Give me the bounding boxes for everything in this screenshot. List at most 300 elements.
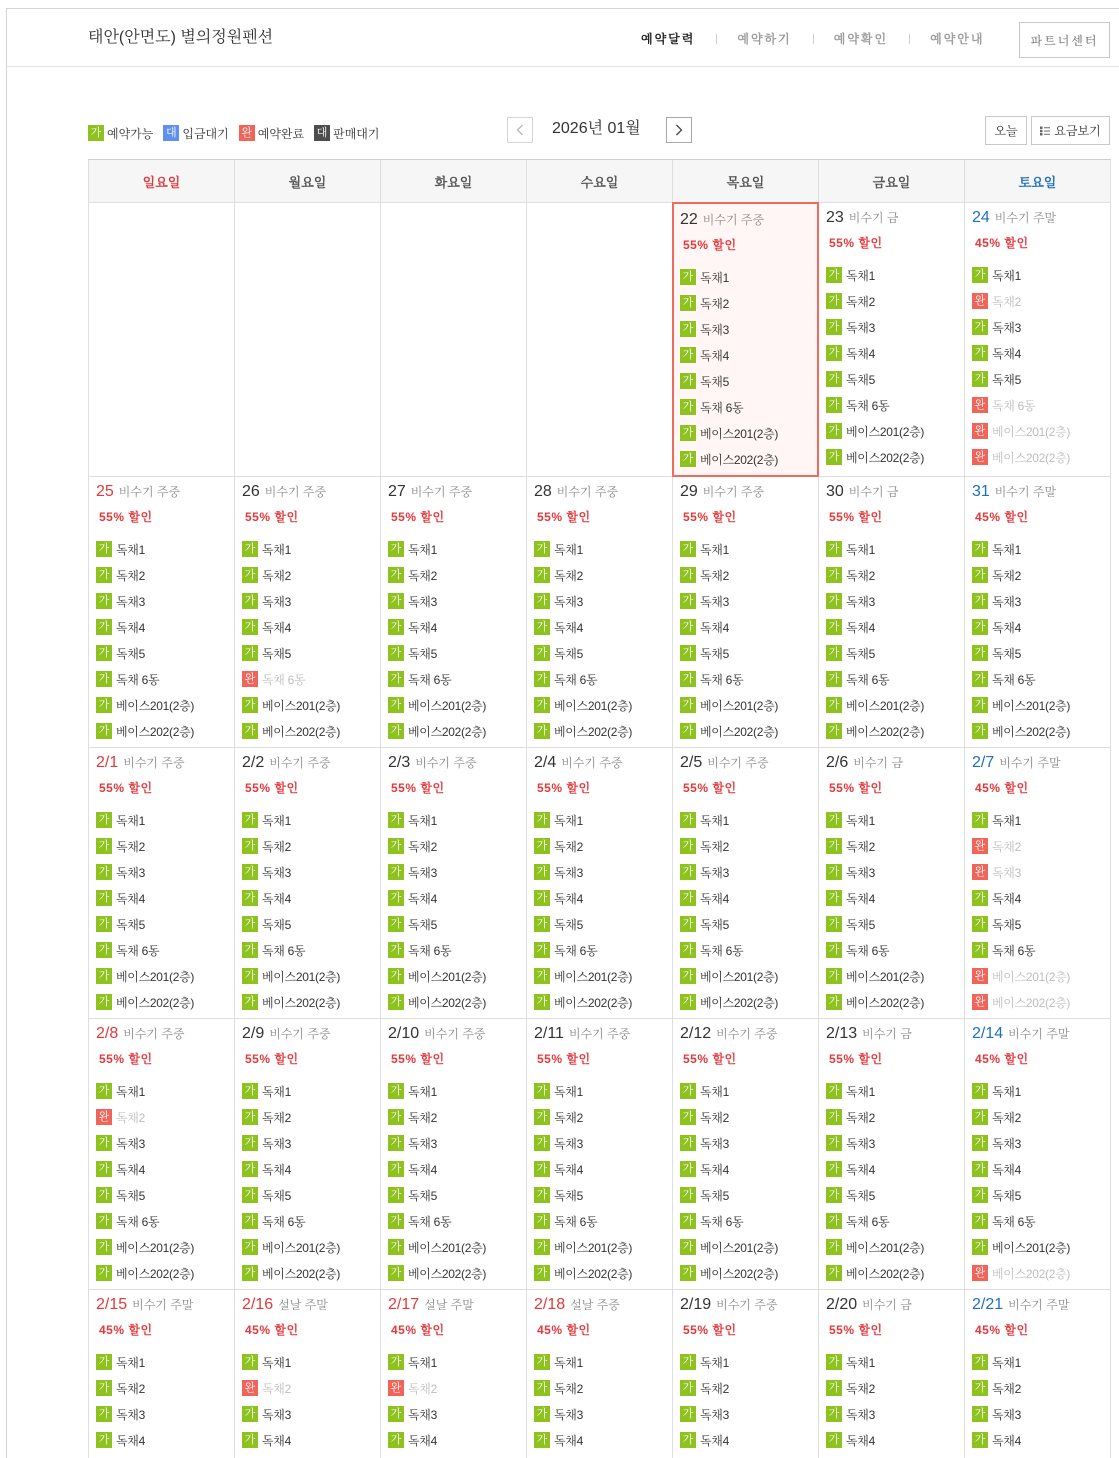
room-item[interactable] [826,340,964,366]
room-item[interactable] [96,963,234,989]
calendar-day-cell [89,1290,235,1458]
room-item[interactable] [826,885,964,911]
room-item[interactable] [242,588,380,614]
room-item[interactable] [826,1156,964,1182]
room-item[interactable] [534,692,672,718]
available-badge: 가 [242,890,258,906]
room-item[interactable] [826,1401,964,1427]
room-item[interactable] [534,718,672,744]
day-season-label: 비수기 주말 [132,1298,194,1312]
room-item[interactable] [972,614,1110,640]
room-item[interactable] [96,1182,234,1208]
prev-month-button[interactable] [507,117,533,143]
room-item[interactable] [96,885,234,911]
room-item[interactable] [680,1401,818,1427]
calendar-day-cell [965,1019,1111,1290]
room-item[interactable] [242,833,380,859]
room-item[interactable] [680,264,818,290]
room-name: 독채5 [992,372,1021,387]
room-name: 베이스202(2층) [116,995,195,1010]
room-item[interactable] [826,807,964,833]
day-header [826,753,964,773]
room-item[interactable] [680,536,818,562]
room-item[interactable] [534,536,672,562]
room-item[interactable] [680,692,818,718]
room-item[interactable] [388,859,526,885]
legend-label: 판매대기 [333,126,380,141]
room-item[interactable] [972,340,1110,366]
room-item[interactable] [680,666,818,692]
available-badge: 가 [388,864,404,880]
room-item[interactable] [96,1427,234,1453]
day-header [972,482,1110,502]
day-season-label: 비수기 주중 [707,756,769,770]
room-item[interactable] [96,666,234,692]
room-item[interactable] [534,1234,672,1260]
room-name: 독채1 [262,813,291,828]
room-item[interactable] [242,562,380,588]
room-item[interactable] [534,807,672,833]
room-name: 독채4 [408,1162,437,1177]
room-item[interactable] [972,1427,1110,1453]
room-item[interactable] [242,989,380,1015]
price-view-button[interactable] [1031,116,1110,145]
room-item[interactable] [242,614,380,640]
room-item[interactable] [680,833,818,859]
day-header [242,753,380,773]
calendar-day-cell [673,203,819,477]
room-item[interactable] [96,1234,234,1260]
room-item[interactable] [242,1349,380,1375]
nav-make-reservation[interactable]: 예약하기 [737,32,792,46]
available-badge: 가 [826,593,842,609]
available-badge: 가 [96,1239,112,1255]
room-item[interactable] [388,911,526,937]
room-item[interactable] [680,1130,818,1156]
weekday-header-monday: 월요일 [235,160,381,203]
day-date: 26 [242,483,260,500]
room-item[interactable] [388,640,526,666]
available-badge: 가 [96,968,112,984]
room-item[interactable] [826,911,964,937]
room-item[interactable] [680,1375,818,1401]
room-item[interactable] [826,1349,964,1375]
room-item[interactable] [680,342,818,368]
available-badge: 가 [972,697,988,713]
room-item[interactable] [826,1078,964,1104]
room-item[interactable] [972,640,1110,666]
calendar-day-cell [673,1019,819,1290]
room-item[interactable] [96,640,234,666]
room-item[interactable] [826,963,964,989]
room-item[interactable] [242,1234,380,1260]
room-item[interactable] [388,1260,526,1286]
day-header [388,753,526,773]
room-item[interactable] [972,1401,1110,1427]
room-item[interactable] [826,833,964,859]
room-item[interactable] [972,588,1110,614]
day-discount: 55% 할인 [683,781,737,795]
room-name: 독채4 [992,620,1021,635]
room-name: 독채1 [992,1084,1021,1099]
room-item[interactable] [388,885,526,911]
room-item[interactable] [972,1375,1110,1401]
room-item[interactable] [826,1427,964,1453]
available-badge: 가 [680,994,696,1010]
partner-center-button[interactable]: 파트너센터 [1019,22,1110,58]
room-item[interactable] [680,316,818,342]
available-badge: 가 [242,864,258,880]
room-item[interactable] [972,937,1110,963]
room-item[interactable] [826,859,964,885]
room-item[interactable] [534,1182,672,1208]
available-badge: 가 [826,619,842,635]
room-item[interactable] [388,1349,526,1375]
today-button[interactable]: 오늘 [985,116,1027,145]
room-item[interactable] [534,911,672,937]
room-item[interactable] [680,963,818,989]
room-item[interactable] [242,885,380,911]
room-item[interactable] [242,718,380,744]
available-badge: 가 [826,723,842,739]
day-discount: 55% 할인 [683,238,737,252]
room-item[interactable] [680,718,818,744]
available-badge: 가 [242,812,258,828]
room-item[interactable] [680,1104,818,1130]
room-item[interactable] [242,1427,380,1453]
room-item[interactable] [534,1401,672,1427]
room-item[interactable] [826,1375,964,1401]
nav-check-reservation[interactable]: 예약확인 [833,32,889,46]
room-item[interactable] [826,937,964,963]
room-item[interactable] [534,1104,672,1130]
room-item[interactable] [534,588,672,614]
room-name: 독채2 [846,1381,875,1396]
available-badge: 가 [534,968,550,984]
room-item[interactable] [826,1234,964,1260]
room-item[interactable] [534,1156,672,1182]
room-item[interactable] [826,262,964,288]
room-item[interactable] [388,692,526,718]
room-item[interactable] [96,1130,234,1156]
room-item[interactable] [972,666,1110,692]
room-name: 독채 6동 [700,1214,744,1229]
header-divider [6,66,1119,67]
room-item[interactable] [388,989,526,1015]
room-item[interactable] [388,536,526,562]
room-item[interactable] [242,911,380,937]
room-item[interactable] [388,1427,526,1453]
room-name: 독채4 [700,1433,729,1448]
room-name: 독채1 [554,542,583,557]
room-item[interactable] [680,885,818,911]
room-item[interactable] [96,1208,234,1234]
room-item[interactable] [826,288,964,314]
room-item[interactable] [826,562,964,588]
room-name: 베이스202(2층) [554,724,633,739]
room-item[interactable] [826,692,964,718]
room-item[interactable] [534,859,672,885]
room-item[interactable] [534,562,672,588]
room-item[interactable] [96,1260,234,1286]
day-discount: 45% 할인 [391,1323,445,1337]
room-item[interactable] [680,640,818,666]
room-item[interactable] [388,833,526,859]
room-item[interactable] [826,989,964,1015]
room-item[interactable] [972,718,1110,744]
room-item[interactable] [680,859,818,885]
available-badge: 가 [242,968,258,984]
room-item[interactable] [680,290,818,316]
calendar-empty-cell [89,203,235,477]
available-badge: 가 [680,321,696,337]
room-item[interactable] [388,963,526,989]
room-item[interactable] [972,1182,1110,1208]
room-name: 독채3 [554,1136,583,1151]
room-item[interactable] [96,1401,234,1427]
room-item[interactable] [534,614,672,640]
room-item[interactable] [388,562,526,588]
day-header [388,482,526,502]
day-header [534,482,672,502]
room-item[interactable] [826,314,964,340]
calendar-day-cell [381,1290,527,1458]
room-item[interactable] [388,718,526,744]
room-item[interactable] [680,989,818,1015]
room-item[interactable] [242,1401,380,1427]
day-date: 2/12 [680,1025,712,1042]
room-list [680,807,818,1015]
room-item[interactable] [826,1260,964,1286]
room-item[interactable] [534,1349,672,1375]
day-header [826,1295,964,1315]
room-item[interactable] [826,392,964,418]
room-item[interactable] [680,1260,818,1286]
room-item[interactable] [534,937,672,963]
room-item[interactable] [826,1130,964,1156]
room-item[interactable] [388,937,526,963]
room-item[interactable] [534,1078,672,1104]
room-item[interactable] [680,1182,818,1208]
room-name: 독채1 [846,1084,875,1099]
nav-reservation-calendar[interactable]: 예약달력 [641,32,696,46]
available-badge: 가 [242,541,258,557]
room-item[interactable] [96,1078,234,1104]
room-item[interactable] [972,1208,1110,1234]
room-item[interactable] [972,692,1110,718]
room-item[interactable] [826,536,964,562]
room-item[interactable] [534,963,672,989]
room-item[interactable] [826,640,964,666]
available-badge: 가 [826,1135,842,1151]
room-item[interactable] [96,1156,234,1182]
day-season-label: 비수기 주중 [123,1027,185,1041]
available-badge: 가 [534,1161,550,1177]
room-item[interactable] [96,937,234,963]
room-item[interactable] [96,833,234,859]
room-item[interactable] [680,562,818,588]
room-item[interactable] [242,807,380,833]
room-item[interactable] [96,536,234,562]
room-item[interactable] [96,1375,234,1401]
room-item[interactable] [972,562,1110,588]
room-item[interactable] [242,963,380,989]
room-item[interactable] [242,1260,380,1286]
list-icon [1040,126,1050,136]
calendar-day-cell [819,1019,965,1290]
booked-badge: 완 [972,994,988,1010]
room-item[interactable] [96,989,234,1015]
room-name: 독채 6동 [992,1214,1036,1229]
room-name: 독채3 [116,865,145,880]
room-item[interactable] [826,366,964,392]
room-item[interactable] [242,1078,380,1104]
room-item[interactable] [96,718,234,744]
room-item[interactable] [534,989,672,1015]
day-date: 2/5 [680,754,703,771]
room-item[interactable] [242,1104,380,1130]
room-name: 독채4 [116,1433,145,1448]
room-item[interactable] [680,420,818,446]
room-item[interactable] [680,807,818,833]
available-badge: 가 [388,812,404,828]
room-item[interactable] [972,1349,1110,1375]
calendar-day-cell [381,1019,527,1290]
room-item[interactable] [534,1375,672,1401]
room-item[interactable] [826,614,964,640]
calendar-day-cell [527,477,673,748]
nav-reservation-guide[interactable]: 예약안내 [930,32,985,46]
room-item[interactable] [388,614,526,640]
room-item[interactable] [96,807,234,833]
room-item[interactable] [388,1401,526,1427]
room-name: 베이스201(2층) [262,969,341,984]
available-badge: 가 [680,1239,696,1255]
room-item[interactable] [826,444,964,470]
room-item[interactable] [972,1234,1110,1260]
room-item[interactable] [972,1130,1110,1156]
room-item[interactable] [96,859,234,885]
room-item[interactable] [534,1260,672,1286]
room-item[interactable] [680,614,818,640]
room-item[interactable] [972,536,1110,562]
room-item[interactable] [388,1234,526,1260]
room-item[interactable] [680,911,818,937]
room-item[interactable] [96,692,234,718]
room-item[interactable] [388,1130,526,1156]
room-item[interactable] [242,1182,380,1208]
available-badge: 가 [972,345,988,361]
room-name: 독채2 [262,1381,291,1396]
room-name: 독채1 [554,1084,583,1099]
day-header [680,753,818,773]
room-name: 베이스201(2층) [116,1240,195,1255]
room-item[interactable] [96,1349,234,1375]
legend-item-sale-pending [314,125,379,142]
room-item[interactable] [388,1156,526,1182]
room-item[interactable] [826,1104,964,1130]
calendar-day-cell [89,748,235,1019]
available-badge: 가 [388,916,404,932]
room-item[interactable] [972,1156,1110,1182]
room-item[interactable] [388,588,526,614]
room-item[interactable] [242,1156,380,1182]
room-item[interactable] [972,807,1110,833]
room-item[interactable] [826,418,964,444]
room-name: 독채3 [846,594,875,609]
room-item[interactable] [534,1130,672,1156]
room-item[interactable] [972,885,1110,911]
room-item[interactable] [242,1208,380,1234]
room-item[interactable] [96,562,234,588]
room-item[interactable] [680,1078,818,1104]
room-item[interactable] [826,666,964,692]
room-item[interactable] [826,1182,964,1208]
room-item[interactable] [534,640,672,666]
room-item[interactable] [972,314,1110,340]
room-item[interactable] [388,1078,526,1104]
room-item[interactable] [826,718,964,744]
day-season-label: 비수기 금 [862,1298,912,1312]
next-month-button[interactable] [666,117,692,143]
room-item[interactable] [242,640,380,666]
room-item[interactable] [96,588,234,614]
available-badge: 가 [242,1265,258,1281]
room-item[interactable] [242,859,380,885]
room-item[interactable] [972,1078,1110,1104]
room-item[interactable] [680,1349,818,1375]
room-item[interactable] [972,911,1110,937]
room-item[interactable] [388,807,526,833]
room-item[interactable] [680,368,818,394]
room-item[interactable] [534,1427,672,1453]
room-name: 독채4 [262,891,291,906]
room-item[interactable] [680,937,818,963]
room-name: 베이스202(2층) [700,1266,779,1281]
room-name: 베이스201(2층) [846,969,925,984]
room-item[interactable] [680,394,818,420]
room-item[interactable] [388,1182,526,1208]
room-item[interactable] [242,1130,380,1156]
room-item[interactable] [242,692,380,718]
room-item[interactable] [680,588,818,614]
room-item[interactable] [680,1156,818,1182]
room-item[interactable] [242,937,380,963]
calendar-day-cell [235,1290,381,1458]
room-item[interactable] [826,1208,964,1234]
room-item[interactable] [972,262,1110,288]
room-item[interactable] [388,666,526,692]
room-item[interactable] [96,911,234,937]
room-item[interactable] [972,1104,1110,1130]
room-item[interactable] [388,1104,526,1130]
room-item[interactable] [680,446,818,472]
day-header [242,1024,380,1044]
room-item[interactable] [534,885,672,911]
room-item[interactable] [680,1427,818,1453]
room-item[interactable] [96,614,234,640]
room-item[interactable] [242,536,380,562]
room-item[interactable] [534,1208,672,1234]
room-item[interactable] [534,833,672,859]
room-item[interactable] [972,366,1110,392]
available-badge: 가 [826,890,842,906]
room-item[interactable] [680,1208,818,1234]
room-item[interactable] [680,1234,818,1260]
room-item[interactable] [826,588,964,614]
room-item[interactable] [388,1208,526,1234]
room-item[interactable] [534,666,672,692]
